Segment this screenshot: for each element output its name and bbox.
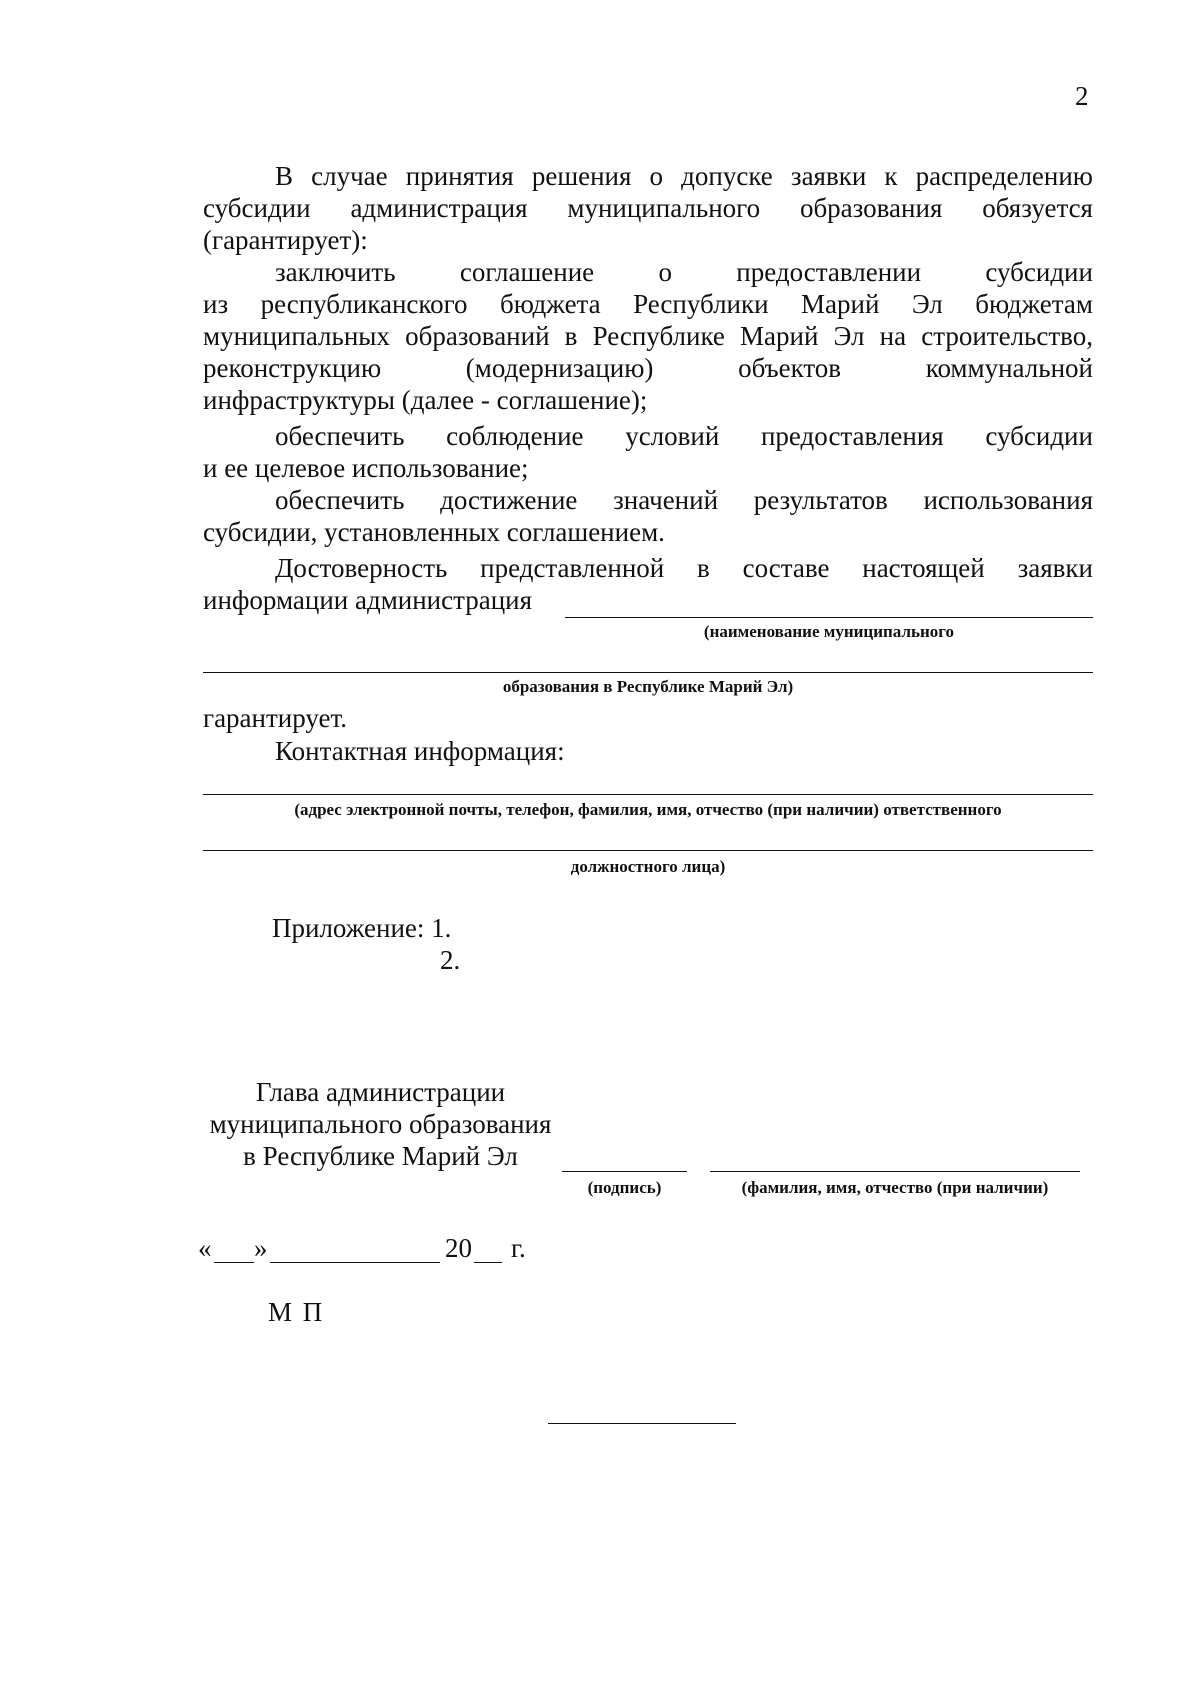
date-close-quote: » <box>254 1233 268 1263</box>
word: объектов <box>738 353 842 383</box>
word: Республике <box>592 321 725 351</box>
word: случае <box>311 161 388 191</box>
municipality-name-blank <box>565 617 1093 618</box>
paragraph1-line3: (гарантирует): <box>203 225 368 255</box>
word: принятия <box>405 161 514 191</box>
word: реконструкцию <box>203 353 382 383</box>
item1-line3 <box>203 320 1093 352</box>
date-year-suffix: г. <box>511 1233 526 1263</box>
word: Достоверность <box>275 553 448 583</box>
signature-blank <box>562 1171 687 1172</box>
item1-line1 <box>275 256 1093 288</box>
word: о <box>658 257 672 287</box>
word: заключить <box>275 257 396 287</box>
word: Эл <box>911 289 943 319</box>
municipality-name-blank-2 <box>203 672 1093 673</box>
item1-line5: инфраструктуры (далее - соглашение); <box>203 385 648 415</box>
word: республиканского <box>260 289 468 319</box>
word: (модернизацию) <box>465 353 654 383</box>
item2-line1 <box>275 420 1093 452</box>
word: субсидии <box>985 257 1093 287</box>
word: предоставления <box>760 421 944 451</box>
date-year-blank <box>474 1262 502 1263</box>
word: заявки <box>1017 553 1093 583</box>
word: образований <box>405 321 550 351</box>
word: в <box>697 553 710 583</box>
word: условий <box>625 421 720 451</box>
item3-line1 <box>275 484 1093 516</box>
word: Республики <box>633 289 769 319</box>
word: субсидии <box>203 193 311 223</box>
word: представленной <box>480 553 665 583</box>
full-name-caption: (фамилия, имя, отчество (при наличии) <box>741 1178 1049 1197</box>
word: обязуется <box>982 193 1093 223</box>
word: распределению <box>915 161 1093 191</box>
word: допуске <box>681 161 773 191</box>
word: Марий <box>740 321 819 351</box>
word: субсидии <box>985 421 1093 451</box>
word: Эл <box>833 321 865 351</box>
appendix-label: Приложение: 1. <box>272 913 452 943</box>
contact-blank-2 <box>203 850 1093 851</box>
word: Марий <box>801 289 880 319</box>
signature-title-3: в Республике Марий Эл <box>243 1141 518 1171</box>
word: решения <box>531 161 632 191</box>
word: обеспечить <box>275 421 405 451</box>
date-day-blank <box>214 1262 254 1263</box>
date-year-prefix: 20 <box>445 1233 472 1263</box>
item1-line4 <box>203 352 1093 384</box>
word: администрация <box>350 193 528 223</box>
closing-separator <box>548 1423 736 1424</box>
municipality-caption-1: (наименование муниципального <box>703 622 955 641</box>
word: настоящей <box>862 553 985 583</box>
full-name-blank <box>710 1171 1080 1172</box>
stamp-place: М П <box>268 1297 325 1327</box>
word: коммунальной <box>925 353 1093 383</box>
signature-caption: (подпись) <box>587 1178 662 1197</box>
word: к <box>884 161 898 191</box>
word: В <box>275 161 294 191</box>
word: образования <box>799 193 943 223</box>
contact-caption-1: (адрес электронной почты, телефон, фамилия, имя, отчество (при наличии) ответственного <box>294 800 1002 819</box>
word: муниципальных <box>203 321 390 351</box>
contact-caption-2: должностного лица) <box>570 857 726 876</box>
municipality-caption-2: образования в Республике Марий Эл) <box>502 677 794 696</box>
page-number: 2 <box>1075 81 1089 111</box>
word: достижение <box>440 485 578 515</box>
word: составе <box>742 553 830 583</box>
word: о <box>649 161 664 191</box>
word: обеспечить <box>275 485 405 515</box>
item1-line2 <box>203 288 1093 320</box>
word: заявки <box>790 161 867 191</box>
word: использования <box>923 485 1093 515</box>
word: соглашение <box>459 257 595 287</box>
date-month-blank <box>270 1262 440 1263</box>
signature-title-2: муниципального образования <box>209 1109 552 1139</box>
word: строительство, <box>921 321 1093 351</box>
word: бюджетам <box>975 289 1093 319</box>
word: муниципального <box>567 193 761 223</box>
reliability-line1 <box>275 552 1093 584</box>
word: в <box>564 321 578 351</box>
date-open-quote: « <box>198 1233 212 1263</box>
word: результатов <box>753 485 888 515</box>
paragraph1-line1 <box>275 160 1093 192</box>
paragraph1-line2 <box>203 192 1093 224</box>
word: из <box>203 289 229 319</box>
word: на <box>879 321 907 351</box>
contact-label: Контактная информация: <box>275 736 565 766</box>
contact-blank-1 <box>203 794 1093 795</box>
word: значений <box>613 485 719 515</box>
reliability-line3: гарантирует. <box>203 703 348 733</box>
word: предоставлении <box>736 257 922 287</box>
reliability-line2: информации администрация <box>203 585 533 615</box>
word: бюджета <box>500 289 601 319</box>
signature-title-1: Глава администрации <box>255 1077 506 1107</box>
word: соблюдение <box>446 421 584 451</box>
item2-line2: и ее целевое использование; <box>203 453 529 483</box>
appendix-item-2: 2. <box>440 945 461 975</box>
item3-line2: субсидии, установленных соглашением. <box>203 517 665 547</box>
